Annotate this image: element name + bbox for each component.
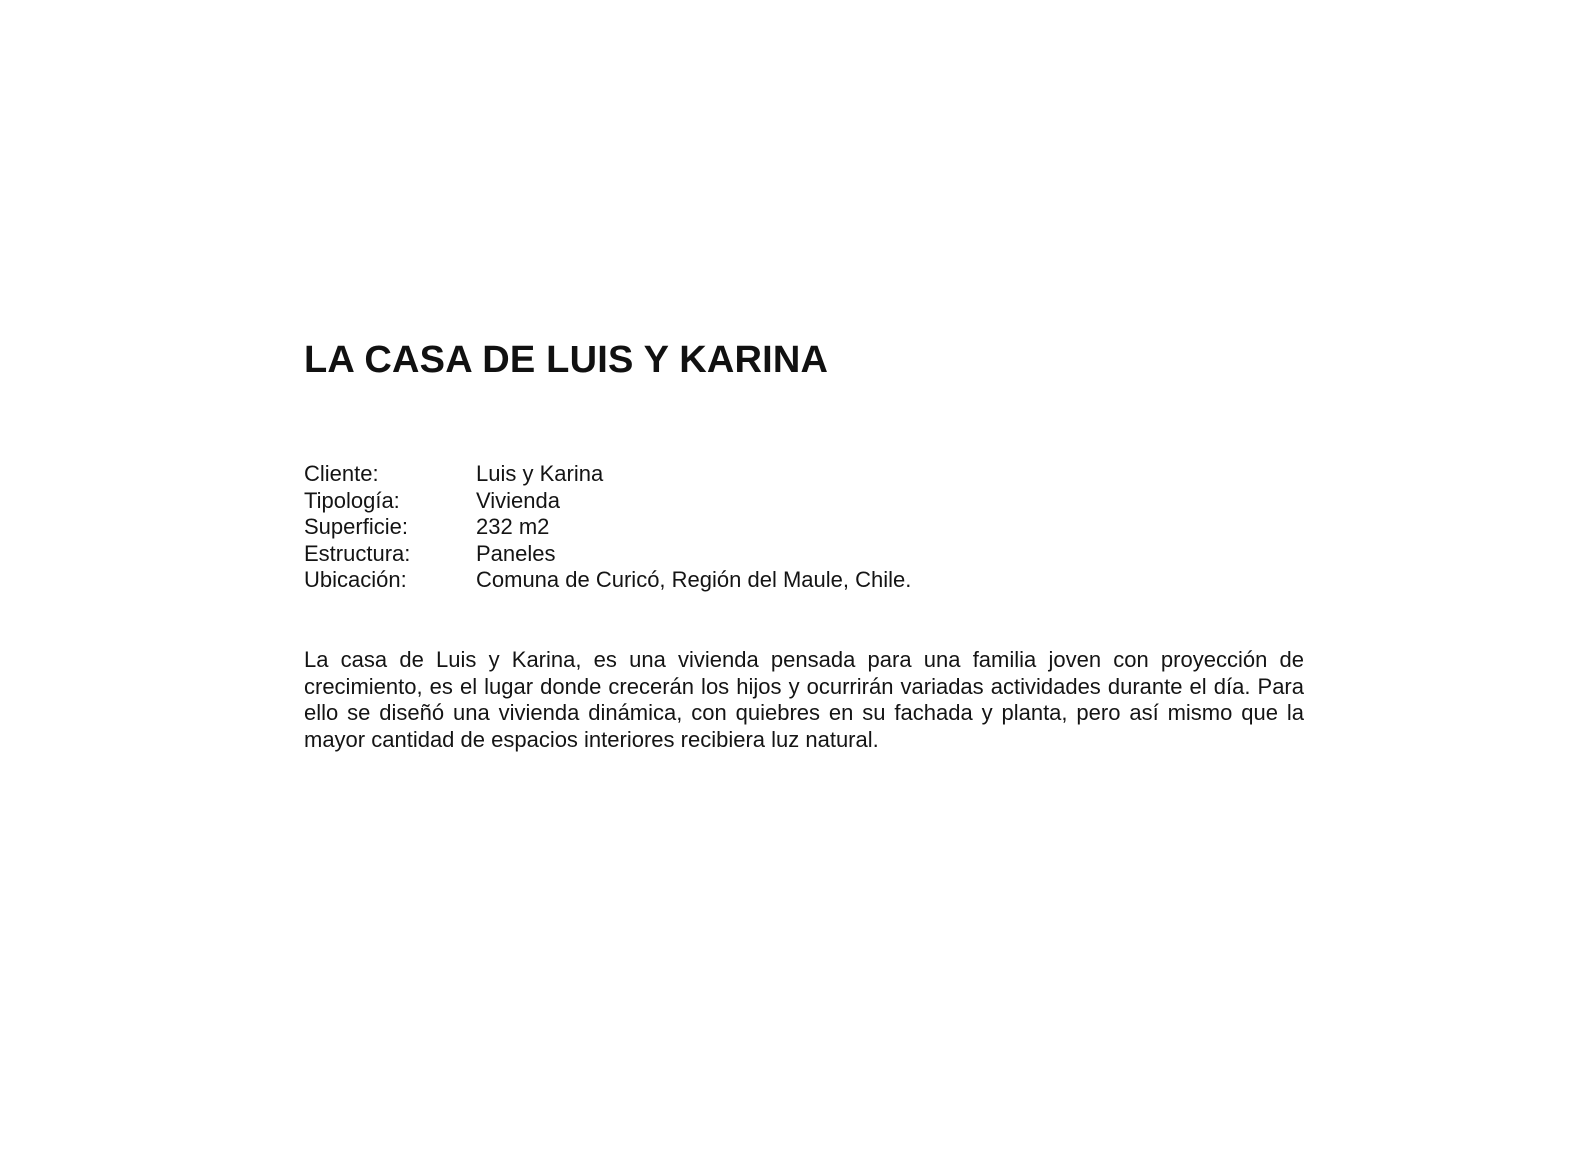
detail-row-tipologia bbox=[304, 488, 911, 515]
project-details bbox=[304, 461, 911, 594]
detail-value: Comuna de Curicó, Región del Maule, Chile. bbox=[476, 567, 912, 593]
detail-label: Superficie: bbox=[304, 514, 408, 540]
detail-row-superficie bbox=[304, 514, 911, 541]
detail-row-ubicacion bbox=[304, 567, 911, 594]
detail-row-estructura bbox=[304, 541, 911, 568]
project-description: La casa de Luis y Karina, es una vivienda pensada para una familia joven con proyección de crecimiento, es el lugar donde crecerán los hijos y ocurrirán variadas actividades durante el día. Para ello se diseñó una vivienda dinámica, con quiebres en su fachada y planta, pero así mismo que la mayor cantidad de espacios interiores recibiera luz natural. bbox=[304, 647, 1304, 752]
page-title: LA CASA DE LUIS Y KARINA bbox=[304, 339, 829, 381]
detail-value: Paneles bbox=[476, 540, 556, 566]
detail-label: Estructura: bbox=[304, 540, 411, 566]
detail-value: 232 m2 bbox=[476, 514, 550, 540]
detail-row-cliente bbox=[304, 461, 911, 488]
detail-value: Luis y Karina bbox=[476, 461, 604, 486]
detail-value: Vivienda bbox=[476, 487, 560, 513]
detail-label: Cliente: bbox=[304, 461, 379, 486]
detail-label: Ubicación: bbox=[304, 567, 407, 593]
detail-label: Tipología: bbox=[304, 487, 400, 513]
